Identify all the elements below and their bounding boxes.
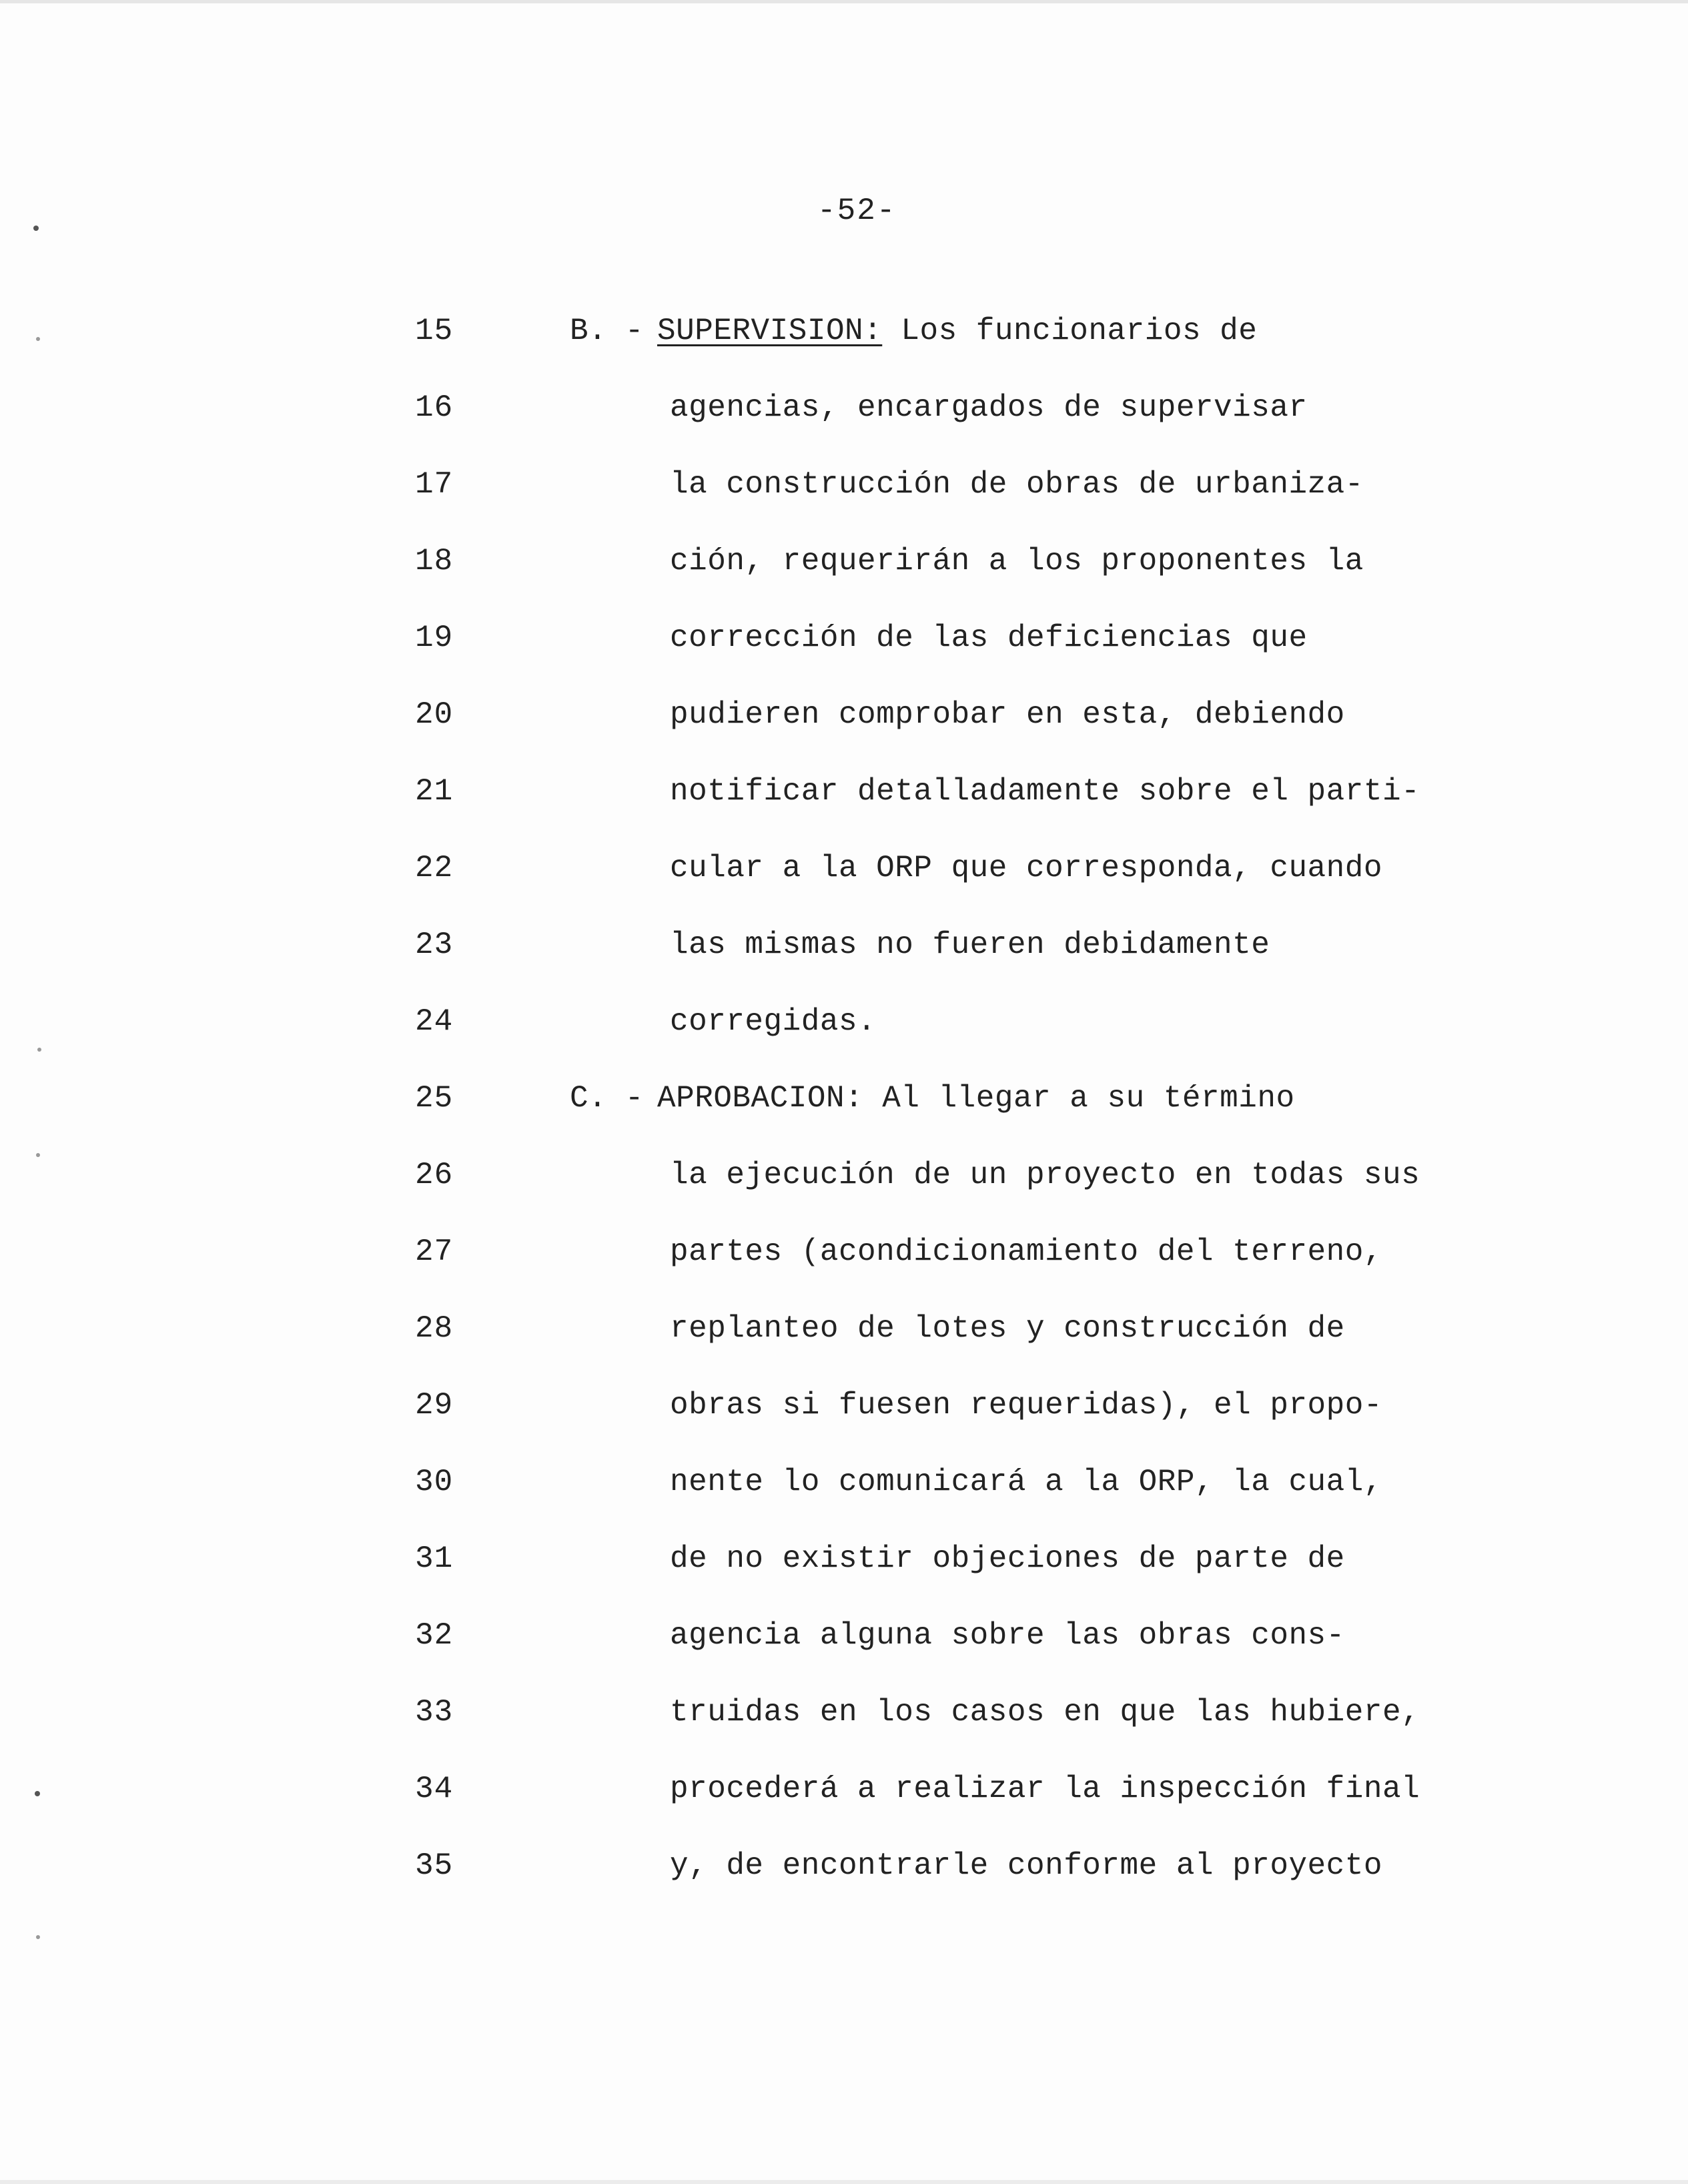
- line-number: 20: [415, 697, 454, 732]
- line-number: 34: [415, 1772, 454, 1806]
- binder-hole-mark: [35, 1791, 40, 1796]
- line-number: 31: [415, 1541, 454, 1576]
- line-number: 16: [415, 390, 454, 425]
- binder-hole-mark: [37, 1048, 41, 1052]
- binder-hole-mark: [36, 1935, 40, 1939]
- line-text: y, de encontrarle conforme al proyecto: [670, 1848, 1382, 1883]
- line-number: 27: [415, 1234, 454, 1269]
- page-top-edge: [0, 0, 1688, 3]
- line-text: de no existir objeciones de parte de: [670, 1541, 1345, 1576]
- line-number: 28: [415, 1311, 454, 1346]
- section-c-first-line: [657, 1081, 1295, 1116]
- section-letter-c: C. -: [570, 1081, 644, 1116]
- line-number: 17: [415, 467, 454, 502]
- line-text: Al llegar a su término: [863, 1081, 1295, 1116]
- line-text: corregidas.: [670, 1004, 877, 1039]
- line-number: 30: [415, 1465, 454, 1499]
- line-text: Los funcionarios de: [882, 314, 1258, 348]
- line-text: truidas en los casos en que las hubiere,: [670, 1695, 1420, 1730]
- section-b-first-line: [657, 314, 1257, 348]
- line-number: 33: [415, 1695, 454, 1730]
- binder-hole-mark: [33, 226, 39, 231]
- line-number: 35: [415, 1848, 454, 1883]
- line-text: agencia alguna sobre las obras cons-: [670, 1618, 1345, 1653]
- line-number: 21: [415, 774, 454, 809]
- line-number: 22: [415, 851, 454, 885]
- binder-hole-mark: [36, 1153, 40, 1157]
- line-number: 32: [415, 1618, 454, 1653]
- section-heading-supervision: SUPERVISION:: [657, 314, 883, 348]
- line-text: pudieren comprobar en esta, debiendo: [670, 697, 1345, 732]
- line-number: 15: [415, 314, 454, 348]
- line-text: notificar detalladamente sobre el parti-: [670, 774, 1420, 809]
- line-text: partes (acondicionamiento del terreno,: [670, 1234, 1382, 1269]
- page-bottom-edge: [0, 2180, 1688, 2184]
- line-number: 26: [415, 1158, 454, 1192]
- line-number: 19: [415, 621, 454, 655]
- line-text: ción, requerirán a los proponentes la: [670, 544, 1364, 579]
- line-number: 23: [415, 928, 454, 962]
- line-text: cular a la ORP que corresponda, cuando: [670, 851, 1382, 885]
- line-text: obras si fuesen requeridas), el propo-: [670, 1388, 1382, 1423]
- line-text: nente lo comunicará a la ORP, la cual,: [670, 1465, 1382, 1499]
- line-number: 24: [415, 1004, 454, 1039]
- binder-hole-mark: [36, 337, 40, 341]
- line-number: 29: [415, 1388, 454, 1423]
- line-text: agencias, encargados de supervisar: [670, 390, 1308, 425]
- line-text: corrección de las deficiencias que: [670, 621, 1308, 655]
- line-text: las mismas no fueren debidamente: [670, 928, 1270, 962]
- line-text: la ejecución de un proyecto en todas sus: [670, 1158, 1420, 1192]
- line-number: 25: [415, 1081, 454, 1116]
- line-text: procederá a realizar la inspección final: [670, 1772, 1420, 1806]
- line-number: 18: [415, 544, 454, 579]
- section-letter-b: B. -: [570, 314, 644, 348]
- line-text: la construcción de obras de urbaniza-: [670, 467, 1364, 502]
- line-text: replanteo de lotes y construcción de: [670, 1311, 1345, 1346]
- page-number: -52-: [817, 194, 897, 228]
- section-heading-aprobacion: APROBACION:: [657, 1081, 864, 1116]
